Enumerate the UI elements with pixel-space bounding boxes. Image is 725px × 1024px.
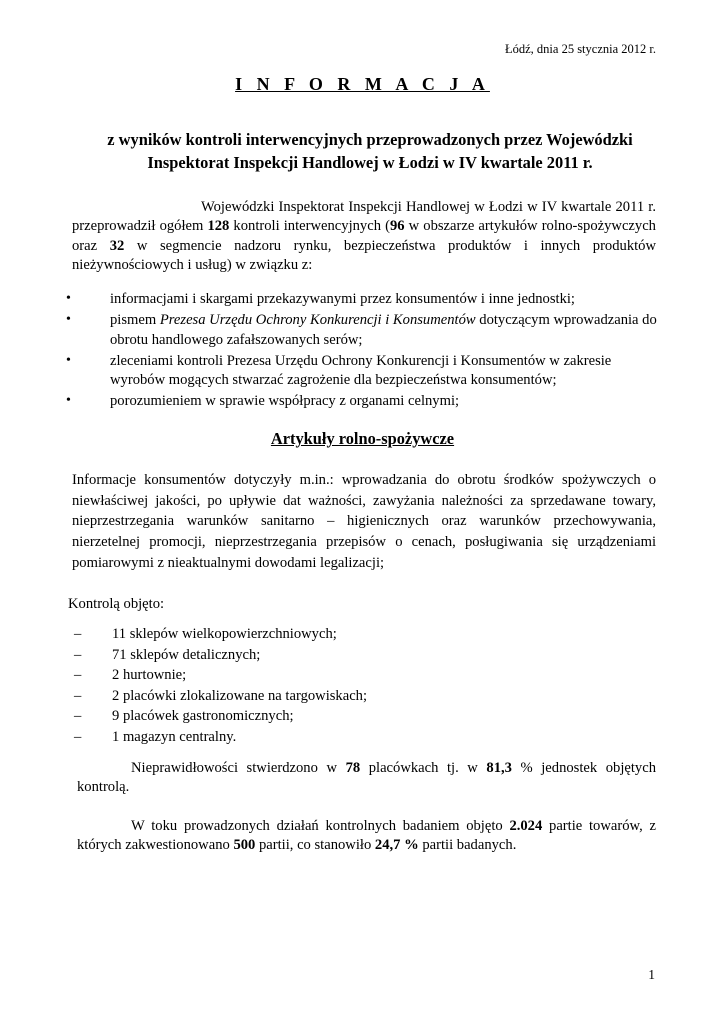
consumer-info-paragraph: Informacje konsumentów dotyczyły m.in.: wprowadzania do obrotu środków spożywczych o niewłaściwej jakości, po upływie dat ważności, zawyżania należności za sprzedawane towary, nieprzestrzegania warunków sanitarno – higienicznych oraz warunków przechowywania, nierzetelnej promocji, nieprzestrzegania przepisów o cenach, posługiwania się urządzeniami pomiarowymi z nieaktualnymi dowodami legalizacji; <box>72 472 656 571</box>
reason-text <box>110 311 666 350</box>
checked-unit-item <box>74 728 634 749</box>
reason-list-item <box>66 311 666 350</box>
goods-text: W toku prowadzonych działań kontrolnych badaniem objęto <box>131 818 510 834</box>
irregularities-text: placówkach tj. w <box>360 760 487 776</box>
irregularities-text: % jednostek objętych kontrolą. <box>77 760 656 796</box>
page-number: 1 <box>648 967 655 982</box>
dash-icon: – <box>74 728 82 745</box>
reason-text: informacjami i skargami przekazywanymi przez konsumentów i inne jednostki; <box>110 291 575 307</box>
checked-unit-text: 9 placówek gastronomicznych; <box>112 708 294 725</box>
goods-paragraph <box>77 817 656 856</box>
checked-unit-text: 2 hurtownie; <box>112 667 187 684</box>
dash-icon: – <box>74 667 82 684</box>
document-title: I N F O R M A C J A <box>235 74 490 94</box>
intro-paragraph <box>72 198 656 275</box>
dash-icon: – <box>74 646 82 663</box>
reason-text-part: pismem <box>110 312 160 329</box>
reason-text: porozumieniem w sprawie współpracy z organami celnymi; <box>110 393 460 410</box>
goods-total: 2.024 <box>509 818 543 834</box>
checked-unit-item <box>74 625 634 646</box>
goods-text: partii badanych. <box>418 837 517 854</box>
irregularities-percent: 81,3 <box>486 760 512 776</box>
bullet-icon: • <box>66 352 71 368</box>
reason-text-italic: Prezesa Urzędu Ochrony Konkurencji i Konsumentów <box>159 312 476 329</box>
intro-text: w obszarze artykułów rolno-spożywczych oraz <box>72 218 656 254</box>
checked-label: Kontrolą objęto: <box>68 596 165 612</box>
checked-unit-item <box>74 666 634 687</box>
checked-unit-text: 1 magazyn centralny. <box>112 728 237 745</box>
dash-icon: – <box>74 687 82 704</box>
bullet-icon: • <box>66 393 71 409</box>
dash-icon: – <box>74 708 82 725</box>
goods-text: partii, co stanowiło <box>255 837 375 854</box>
goods-percent: 24,7 % <box>374 837 419 854</box>
reason-list <box>66 290 666 414</box>
bullet-icon: • <box>66 312 71 328</box>
checked-unit-item <box>74 707 634 728</box>
goods-text: partie towarów, z których zakwestionowano <box>77 818 656 854</box>
reason-list-item <box>66 290 666 309</box>
irregularities-text: Nieprawidłowości stwierdzono w <box>131 760 346 776</box>
checked-unit-text: 2 placówki zlokalizowane na targowiskach; <box>112 687 368 704</box>
checked-unit-item <box>74 646 634 667</box>
intro-text: w segmencie nadzoru rynku, bezpieczeństwa produktów i innych produktów nieżywnościowych i usług) w związku z: <box>72 237 657 273</box>
intro-market-count: 32 <box>109 237 125 254</box>
section-heading: Artykuły rolno-spożywcze <box>270 429 455 448</box>
checked-unit-item <box>74 687 634 708</box>
reason-text-part: dotyczącym wprowadzania do obrotu handlowego zafałszowanych serów; <box>110 312 657 348</box>
intro-text: kontroli interwencyjnych ( <box>229 218 390 235</box>
intro-agri-count: 96 <box>389 218 405 235</box>
irregularities-paragraph <box>77 759 656 798</box>
checked-units-list <box>74 625 634 749</box>
reason-text: zleceniami kontroli Prezesa Urzędu Ochrony Konkurencji i Konsumentów w zakresie wyrobów mogących stwarzać zagrożenie dla bezpieczeństwa konsumentów; <box>110 352 612 388</box>
dash-icon: – <box>74 626 82 642</box>
intro-text: Wojewódzki Inspektorat Inspekcji Handlowej w Łodzi w IV kwartale 2011 r. przeprowadził ogółem <box>72 199 656 235</box>
bullet-icon: • <box>66 291 71 306</box>
checked-unit-text: 11 sklepów wielkopowierzchniowych; <box>112 626 337 642</box>
irregularities-count: 78 <box>345 760 361 776</box>
checked-unit-text: 71 sklepów detalicznych; <box>112 646 261 663</box>
document-date: Łódź, dnia 25 stycznia 2012 r. <box>504 42 656 56</box>
reason-list-item <box>66 352 666 391</box>
reason-list-item <box>66 392 666 411</box>
intro-total-count: 128 <box>207 218 230 235</box>
document-subtitle: z wyników kontroli interwencyjnych przeprowadzonych przez Wojewódzki Inspektorat Inspekcji Handlowej w Łodzi w IV kwartale 2011 r. <box>107 130 633 172</box>
goods-questioned: 500 <box>233 837 256 854</box>
